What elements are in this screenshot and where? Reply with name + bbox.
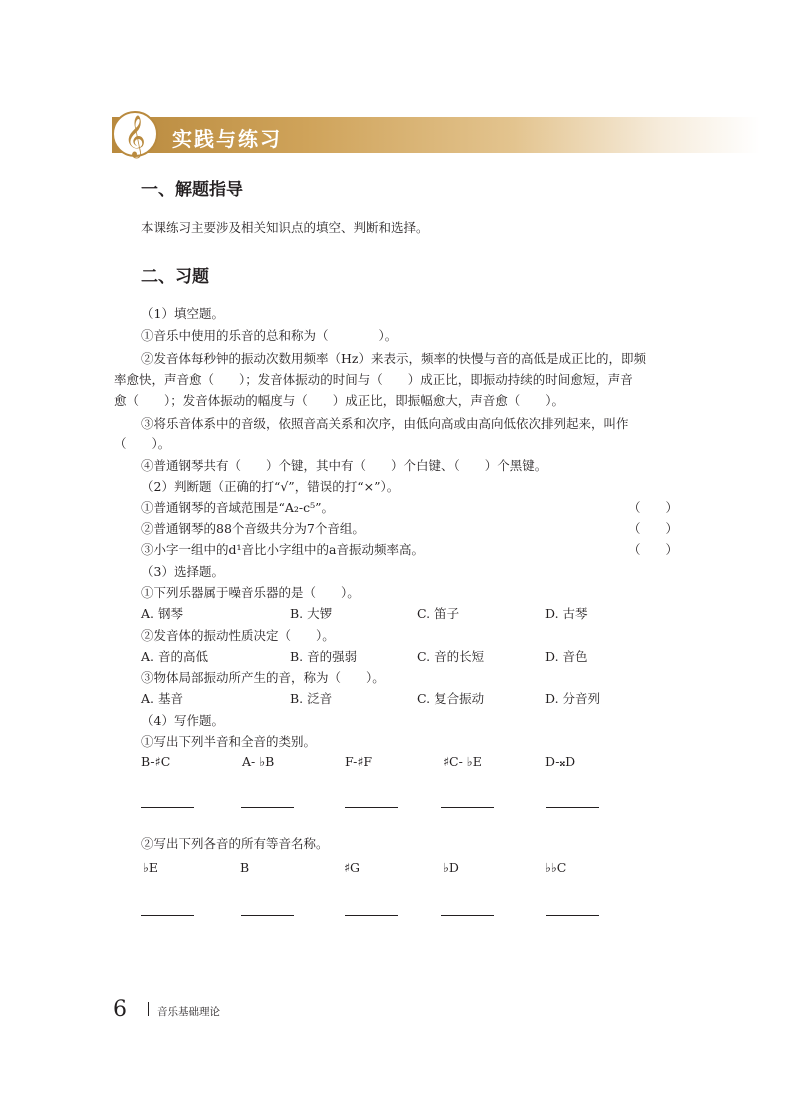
answer-blank <box>546 914 599 916</box>
write-q1-item: B-♯C <box>141 754 171 769</box>
choice-q1-option-d: D. 古琴 <box>545 606 588 621</box>
answer-blank <box>441 914 494 916</box>
answer-blank <box>241 914 294 916</box>
answer-blank <box>241 806 294 808</box>
choice-q2-option-b: B. 音的强弱 <box>290 649 358 664</box>
judge-title: （2）判断题（正确的打“√”，错误的打“×”）。 <box>141 479 400 494</box>
choice-q3-option-c: C. 复合振动 <box>417 691 485 706</box>
section-heading-exercises: 二、习题 <box>141 267 209 287</box>
fill-q2-line1: ②发音体每秒钟的振动次数用频率（Hz）来表示，频率的快慢与音的高低是成正比的，即频 <box>141 351 646 366</box>
answer-blank <box>345 914 398 916</box>
banner-title: 实践与练习 <box>172 127 282 151</box>
page-number: 6 <box>113 997 127 1022</box>
judge-q2-bracket: （ ） <box>628 521 679 536</box>
write-q2-item: B <box>240 860 250 875</box>
fill-q3-line1: ③将乐音体系中的音级，依照音高关系和次序，由低向高或由高向低依次排列起来，叫作 <box>141 416 629 431</box>
choice-q3-option-d: D. 分音列 <box>545 691 601 706</box>
write-q2-item: ♭D <box>443 860 459 875</box>
answer-blank <box>546 806 599 808</box>
svg-text:𝄞: 𝄞 <box>124 116 146 157</box>
write-title: （4）写作题。 <box>141 713 224 728</box>
judge-q1: ①普通钢琴的音域范围是“A₂-c⁵”。 <box>141 500 335 515</box>
judge-q3-bracket: （ ） <box>628 542 679 557</box>
choice-q1-option-c: C. 笛子 <box>417 606 460 621</box>
fill-q3-line2: （ ）。 <box>114 436 171 451</box>
answer-blank <box>345 806 398 808</box>
choice-title: （3）选择题。 <box>141 564 224 579</box>
treble-clef-icon <box>112 108 158 160</box>
write-q1-item: D-𝄪D <box>545 754 576 769</box>
write-q1-item: A- ♭B <box>242 754 275 769</box>
footer-divider <box>148 1002 149 1016</box>
choice-q2-option-d: D. 音色 <box>545 649 588 664</box>
judge-q1-bracket: （ ） <box>628 500 679 515</box>
fill-title: （1）填空题。 <box>141 306 224 321</box>
choice-q1: ①下列乐器属于噪音乐器的是（ ）。 <box>141 585 360 600</box>
write-q2-item: ♯G <box>344 860 361 875</box>
write-q2-item: ♭♭C <box>545 860 567 875</box>
choice-q3: ③物体局部振动所产生的音，称为（ ）。 <box>141 670 385 685</box>
section-heading-guidance: 一、解题指导 <box>141 180 243 200</box>
write-q1-item: F-♯F <box>345 754 373 769</box>
write-q1: ①写出下列半音和全音的类别。 <box>141 734 317 749</box>
write-q2: ②写出下列各音的所有等音名称。 <box>141 836 329 851</box>
book-title: 音乐基础理论 <box>157 1006 220 1018</box>
choice-q3-option-b: B. 泛音 <box>290 691 333 706</box>
choice-q3-option-a: A. 基音 <box>141 691 183 706</box>
choice-q2-option-c: C. 音的长短 <box>417 649 485 664</box>
choice-q2-option-a: A. 音的高低 <box>141 649 208 664</box>
fill-q2-line2: 率愈快，声音愈（ ）；发音体振动的时间与（ ）成正比，即振动持续的时间愈短，声音 <box>114 372 633 387</box>
fill-q2-line3: 愈（ ）；发音体振动的幅度与（ ）成正比，即振幅愈大，声音愈（ ）。 <box>114 393 565 408</box>
fill-q4: ④普通钢琴共有（ ）个键，其中有（ ）个白键、（ ）个黑键。 <box>141 458 548 473</box>
answer-blank <box>441 806 494 808</box>
choice-q1-option-b: B. 大锣 <box>290 606 333 621</box>
answer-blank <box>141 806 194 808</box>
judge-q3: ③小字一组中的d¹音比小字组中的a音振动频率高。 <box>141 542 424 557</box>
answer-blank <box>141 914 194 916</box>
intro-text: 本课练习主要涉及相关知识点的填空、判断和选择。 <box>141 220 429 235</box>
write-q2-item: ♭E <box>143 860 159 875</box>
judge-q2: ②普通钢琴的88个音级共分为7个音组。 <box>141 521 365 536</box>
write-q1-item: ♯C- ♭E <box>443 754 482 769</box>
choice-q2: ②发音体的振动性质决定（ ）。 <box>141 628 335 643</box>
choice-q1-option-a: A. 钢琴 <box>141 606 183 621</box>
fill-q1: ①音乐中使用的乐音的总和称为（ ）。 <box>141 328 398 343</box>
